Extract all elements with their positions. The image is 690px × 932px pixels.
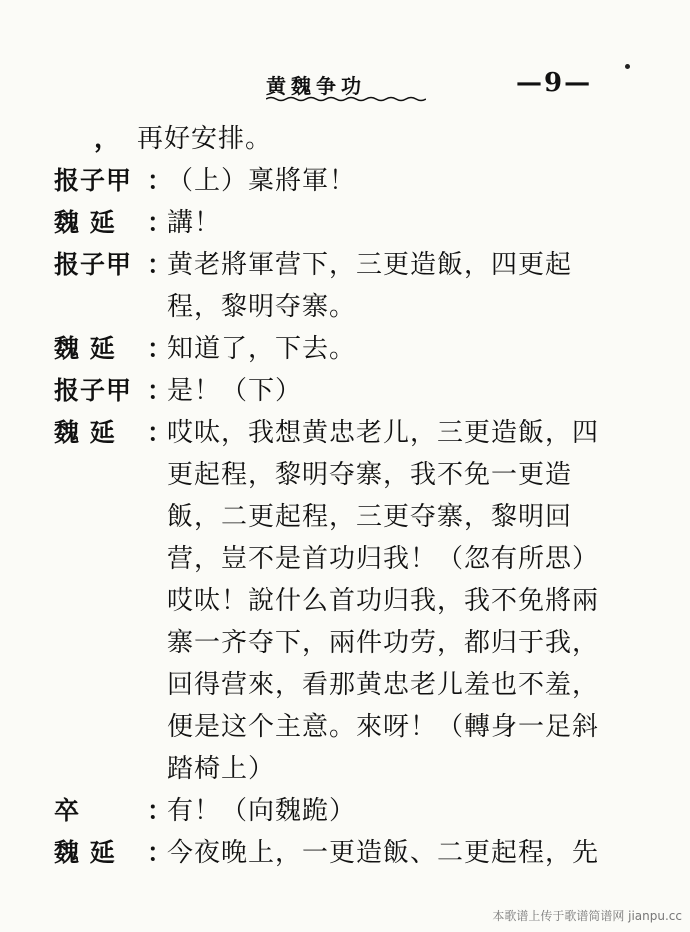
dialogue-continuation — [54, 664, 644, 706]
line-text: （上）稟將軍！ — [167, 166, 357, 196]
speaker-colon: ： — [147, 838, 173, 867]
dialogue-continuation — [54, 496, 644, 538]
dialogue-line — [54, 790, 644, 832]
speaker-name: 报子甲 — [54, 250, 133, 279]
line-text: 黄老將軍营下，三更造飯，四更起 — [167, 250, 573, 280]
speaker-name: 魏 延 — [54, 334, 116, 363]
speaker-name: 卒 — [54, 796, 81, 825]
dialogue-line — [54, 412, 644, 454]
speaker-name: 报子甲 — [54, 376, 133, 405]
dialogue-line — [54, 328, 644, 370]
dialogue-continuation — [54, 622, 644, 664]
line-text: 講！ — [167, 208, 222, 238]
line-text: 程，黎明夺寨。 — [167, 292, 357, 322]
line-text: 更起程，黎明夺寨，我不免一更造 — [167, 460, 573, 490]
line-text: 再好安排。 — [137, 124, 273, 154]
dialogue-line — [54, 832, 644, 874]
speaker-name: 魏 延 — [54, 418, 116, 447]
dialogue-continuation — [54, 286, 644, 328]
line-text: 有！（向魏跪） — [167, 796, 357, 826]
line-text: 便是这个主意。來呀！（轉身一足斜 — [167, 712, 600, 742]
speaker-name: 魏 延 — [54, 838, 116, 867]
line-text: 哎呔！說什么首功归我，我不免將兩 — [167, 586, 600, 616]
line-text: 知道了，下去。 — [167, 334, 357, 364]
dialogue-continuation — [54, 580, 644, 622]
dialogue-line — [54, 118, 644, 160]
speaker-colon: ： — [147, 376, 173, 405]
line-text: 踏椅上） — [167, 754, 276, 784]
line-text: 今夜晚上，一更造飯、二更起程，先 — [167, 838, 600, 868]
speaker-colon: ： — [147, 334, 173, 363]
dialogue-continuation — [54, 454, 644, 496]
dialogue-continuation — [54, 748, 644, 790]
page-number: —9— — [516, 68, 593, 98]
line-text: 回得营來，看那黄忠老儿羞也不羞， — [167, 670, 600, 700]
section-title: 黄魏争功 — [266, 74, 366, 98]
speaker-colon: ： — [147, 418, 173, 447]
line-text: 哎呔，我想黄忠老儿，三更造飯，四 — [167, 418, 600, 448]
leading-comma: ， — [94, 124, 121, 154]
title-wavy-underline — [266, 96, 426, 102]
page-header — [266, 64, 626, 104]
speaker-colon: ： — [147, 208, 173, 237]
dialogue-continuation — [54, 706, 644, 748]
line-text: 寨一齐夺下，兩件功劳，都归于我， — [167, 628, 600, 658]
speaker-colon: ： — [147, 250, 173, 279]
dialogue-body — [54, 118, 644, 874]
dialogue-continuation — [54, 538, 644, 580]
dialogue-line — [54, 244, 644, 286]
speaker-colon: ： — [147, 796, 173, 825]
line-text: 是！（下） — [167, 376, 303, 406]
line-text: 营，豈不是首功归我！（忽有所思） — [167, 544, 600, 574]
speaker-colon: ： — [147, 166, 173, 195]
line-text: 飯，二更起程，三更夺寨，黎明回 — [167, 502, 573, 532]
speaker-name: 魏 延 — [54, 208, 116, 237]
dialogue-line — [54, 160, 644, 202]
site-watermark: 本歌谱上传于歌谱简谱网 jianpu.cc — [492, 909, 682, 923]
dialogue-line — [54, 370, 644, 412]
speaker-name: 报子甲 — [54, 166, 133, 195]
dialogue-line — [54, 202, 644, 244]
